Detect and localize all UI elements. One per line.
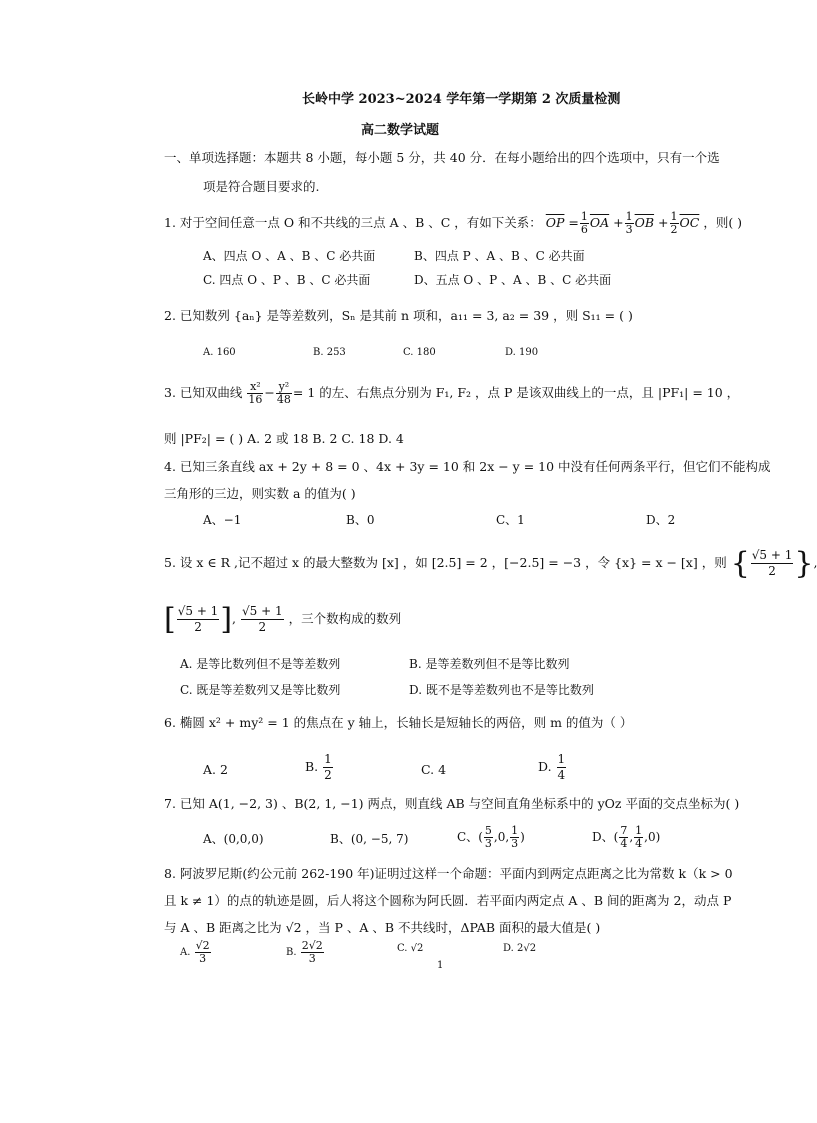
q1-option-d: D、五点 O 、P 、A 、B 、C 必共面	[414, 273, 612, 287]
q4-option-c: C、1	[496, 513, 525, 527]
q5-stem-post: ，三个数构成的数列	[288, 611, 402, 626]
q1-option-b: B、四点 P 、A 、B 、C 必共面	[414, 249, 585, 263]
q5-stem-text: 5. 设 x ∈ R ,记不超过 x 的最大整数为 [x] ，如 [2.5] = 2 ，[−2.5] = −3 ，令 {x} = x − [x] ，则	[164, 555, 727, 570]
question-3-stem	[164, 381, 739, 406]
q5-option-b: B. 是等差数列但不是等比数列	[409, 657, 570, 671]
q2-option-b: B. 253	[313, 347, 346, 358]
q1-stem-post: ，则( )	[703, 215, 743, 230]
q1-formula: $\overline{OP}$ = $\frac{1}{6}$ $\overline{OA}$ + $\frac{1}{3}$ $\overline{OB}$ + $\frac{1}{2}$ $\overline{OC}$	[545, 210, 700, 236]
q4-option-b: B、0	[346, 513, 375, 527]
q5-num-3: √5 + 1	[242, 604, 283, 618]
q5-plain-expr	[240, 604, 285, 634]
q1-option-a: A、四点 O 、A 、B 、C 必共面	[203, 249, 376, 263]
q1-stem-pre: 1. 对于空间任意一点 O 和不共线的三点 A 、B 、C ，有如下关系：	[164, 215, 542, 230]
q8-option-c: C. √2	[397, 943, 424, 954]
q2-option-c: C. 180	[403, 347, 436, 358]
q5-num-1: √5 + 1	[751, 548, 793, 562]
q8-option-b-label: B.	[286, 947, 297, 958]
q6-option-c: C. 4	[421, 762, 447, 777]
q8-option-d: D. 2√2	[503, 943, 537, 954]
question-8-stem-cont-2: 与 A 、B 距离之比为 √2 ，当 P 、A 、B 不共线时，ΔPAB 面积的最大值是( )	[164, 920, 601, 935]
q7-option-c-label: C、	[457, 830, 479, 844]
q5-option-c: C. 既是等差数列又是等比数列	[180, 683, 341, 697]
question-5-stem-cont	[164, 601, 402, 637]
q2-option-d: D. 190	[505, 347, 539, 358]
q4-option-a: A、−1	[203, 513, 242, 527]
question-6-stem: 6. 椭圆 x² + my² = 1 的焦点在 y 轴上，长轴长是短轴长的两倍，则 m 的值为（ ）	[164, 715, 633, 730]
question-2-stem: 2. 已知数列 {aₙ} 是等差数列，Sₙ 是其前 n 项和，a₁₁ = 3, a₂ = 39 ，则 S₁₁ = ( )	[164, 308, 633, 323]
question-7-stem: 7. 已知 A(1, −2, 3) 、B(2, 1, −1) 两点，则直线 AB 与空间直角坐标系中的 yOz 平面的交点坐标为( )	[164, 796, 740, 811]
q6-option-d-label: D.	[538, 759, 552, 774]
question-4-stem-cont: 三角形的三边，则实数 a 的值为( )	[164, 486, 356, 501]
q5-option-a: A. 是等比数列但不是等差数列	[180, 657, 341, 671]
q5-num-2: √5 + 1	[177, 604, 219, 618]
q7-option-d: D、( $\frac{7}{4}$ , $\frac{1}{4}$ ,0)	[592, 824, 661, 850]
q5-den-2: 2	[194, 620, 202, 634]
question-8-stem-cont-1: 且 k ≠ 1）的点的轨迹是圆，后人将这个圆称为阿氏圆．若平面内两定点 A 、B 间的距离为 2，动点 P	[164, 893, 732, 908]
question-1-stem	[164, 211, 742, 236]
q8-option-b-value: $\frac{2√2}{3}$	[301, 939, 323, 965]
question-4-stem: 4. 已知三条直线 ax + 2y + 8 = 0 、4x + 3y = 10 和 2x − y = 10 中没有任何两条平行，但它们不能构成	[164, 459, 771, 474]
q3-stem-pre: 3. 已知双曲线	[164, 385, 243, 400]
question-3-options: 则 |PF₂| = ( ) A. 2 或 18 B. 2 C. 18 D. 4	[164, 431, 404, 446]
q8-option-a-label: A.	[180, 947, 191, 958]
q6-option-b-label: B.	[305, 759, 319, 774]
q3-hyperbola-formula: $\frac{\text{x²}}{16}$ − $\frac{\text{y²}}{48}$ = 1	[248, 380, 316, 406]
question-5-stem	[164, 545, 817, 581]
q7-option-b: B、(0, −5, 7)	[330, 832, 409, 846]
q7-option-c: C、( $\frac{5}{3}$ ,0, $\frac{1}{3}$ )	[457, 824, 525, 850]
exam-subtitle: 高二数学试题	[361, 123, 440, 138]
q3-stem-post: 的左、右焦点分别为 F₁, F₂ ，点 P 是该双曲线上的一点，且 |PF₁| = 10 ，	[319, 385, 740, 400]
q7-option-d-label: D、	[592, 830, 614, 844]
q5-option-d: D. 既不是等差数列也不是等比数列	[409, 683, 594, 697]
section-heading-cont: 项是符合题目要求的.	[203, 179, 320, 194]
q5-den-1: 2	[768, 564, 776, 578]
q8-option-b	[286, 940, 325, 965]
q2-option-a: A. 160	[203, 347, 236, 358]
page-number: 1	[437, 960, 444, 971]
q8-option-a-value: $\frac{√2}{3}$	[195, 939, 210, 965]
q8-option-a	[180, 940, 212, 965]
q6-option-d-value: $\frac{1}{4}$	[557, 752, 566, 782]
q5-den-3: 2	[258, 620, 267, 634]
exam-title: 长岭中学 2023~2024 学年第一学期第 2 次质量检测	[302, 92, 621, 107]
q6-option-d	[538, 752, 567, 783]
q4-option-d: D、2	[646, 513, 676, 527]
q6-option-a: A. 2	[203, 762, 228, 777]
q6-option-b	[305, 752, 334, 783]
q5-frac-part-expr: { $\frac{√5 + 1}{2}$ }	[730, 545, 814, 581]
q5-floor-expr: [ $\frac{√5 + 1}{2}$ ],	[164, 601, 237, 637]
q6-option-b-value: $\frac{1}{2}$	[324, 752, 332, 782]
q1-option-c: C. 四点 O 、P 、B 、C 必共面	[203, 273, 371, 287]
q7-option-a: A、(0,0,0)	[203, 832, 264, 846]
question-8-stem: 8. 阿波罗尼斯(约公元前 262-190 年)证明过这样一个命题：平面内到两定点距离之比为常数 k（k > 0	[164, 866, 733, 881]
section-heading: 一、单项选择题：本题共 8 小题，每小题 5 分，共 40 分．在每小题给出的四个选项中，只有一个选	[164, 150, 720, 165]
